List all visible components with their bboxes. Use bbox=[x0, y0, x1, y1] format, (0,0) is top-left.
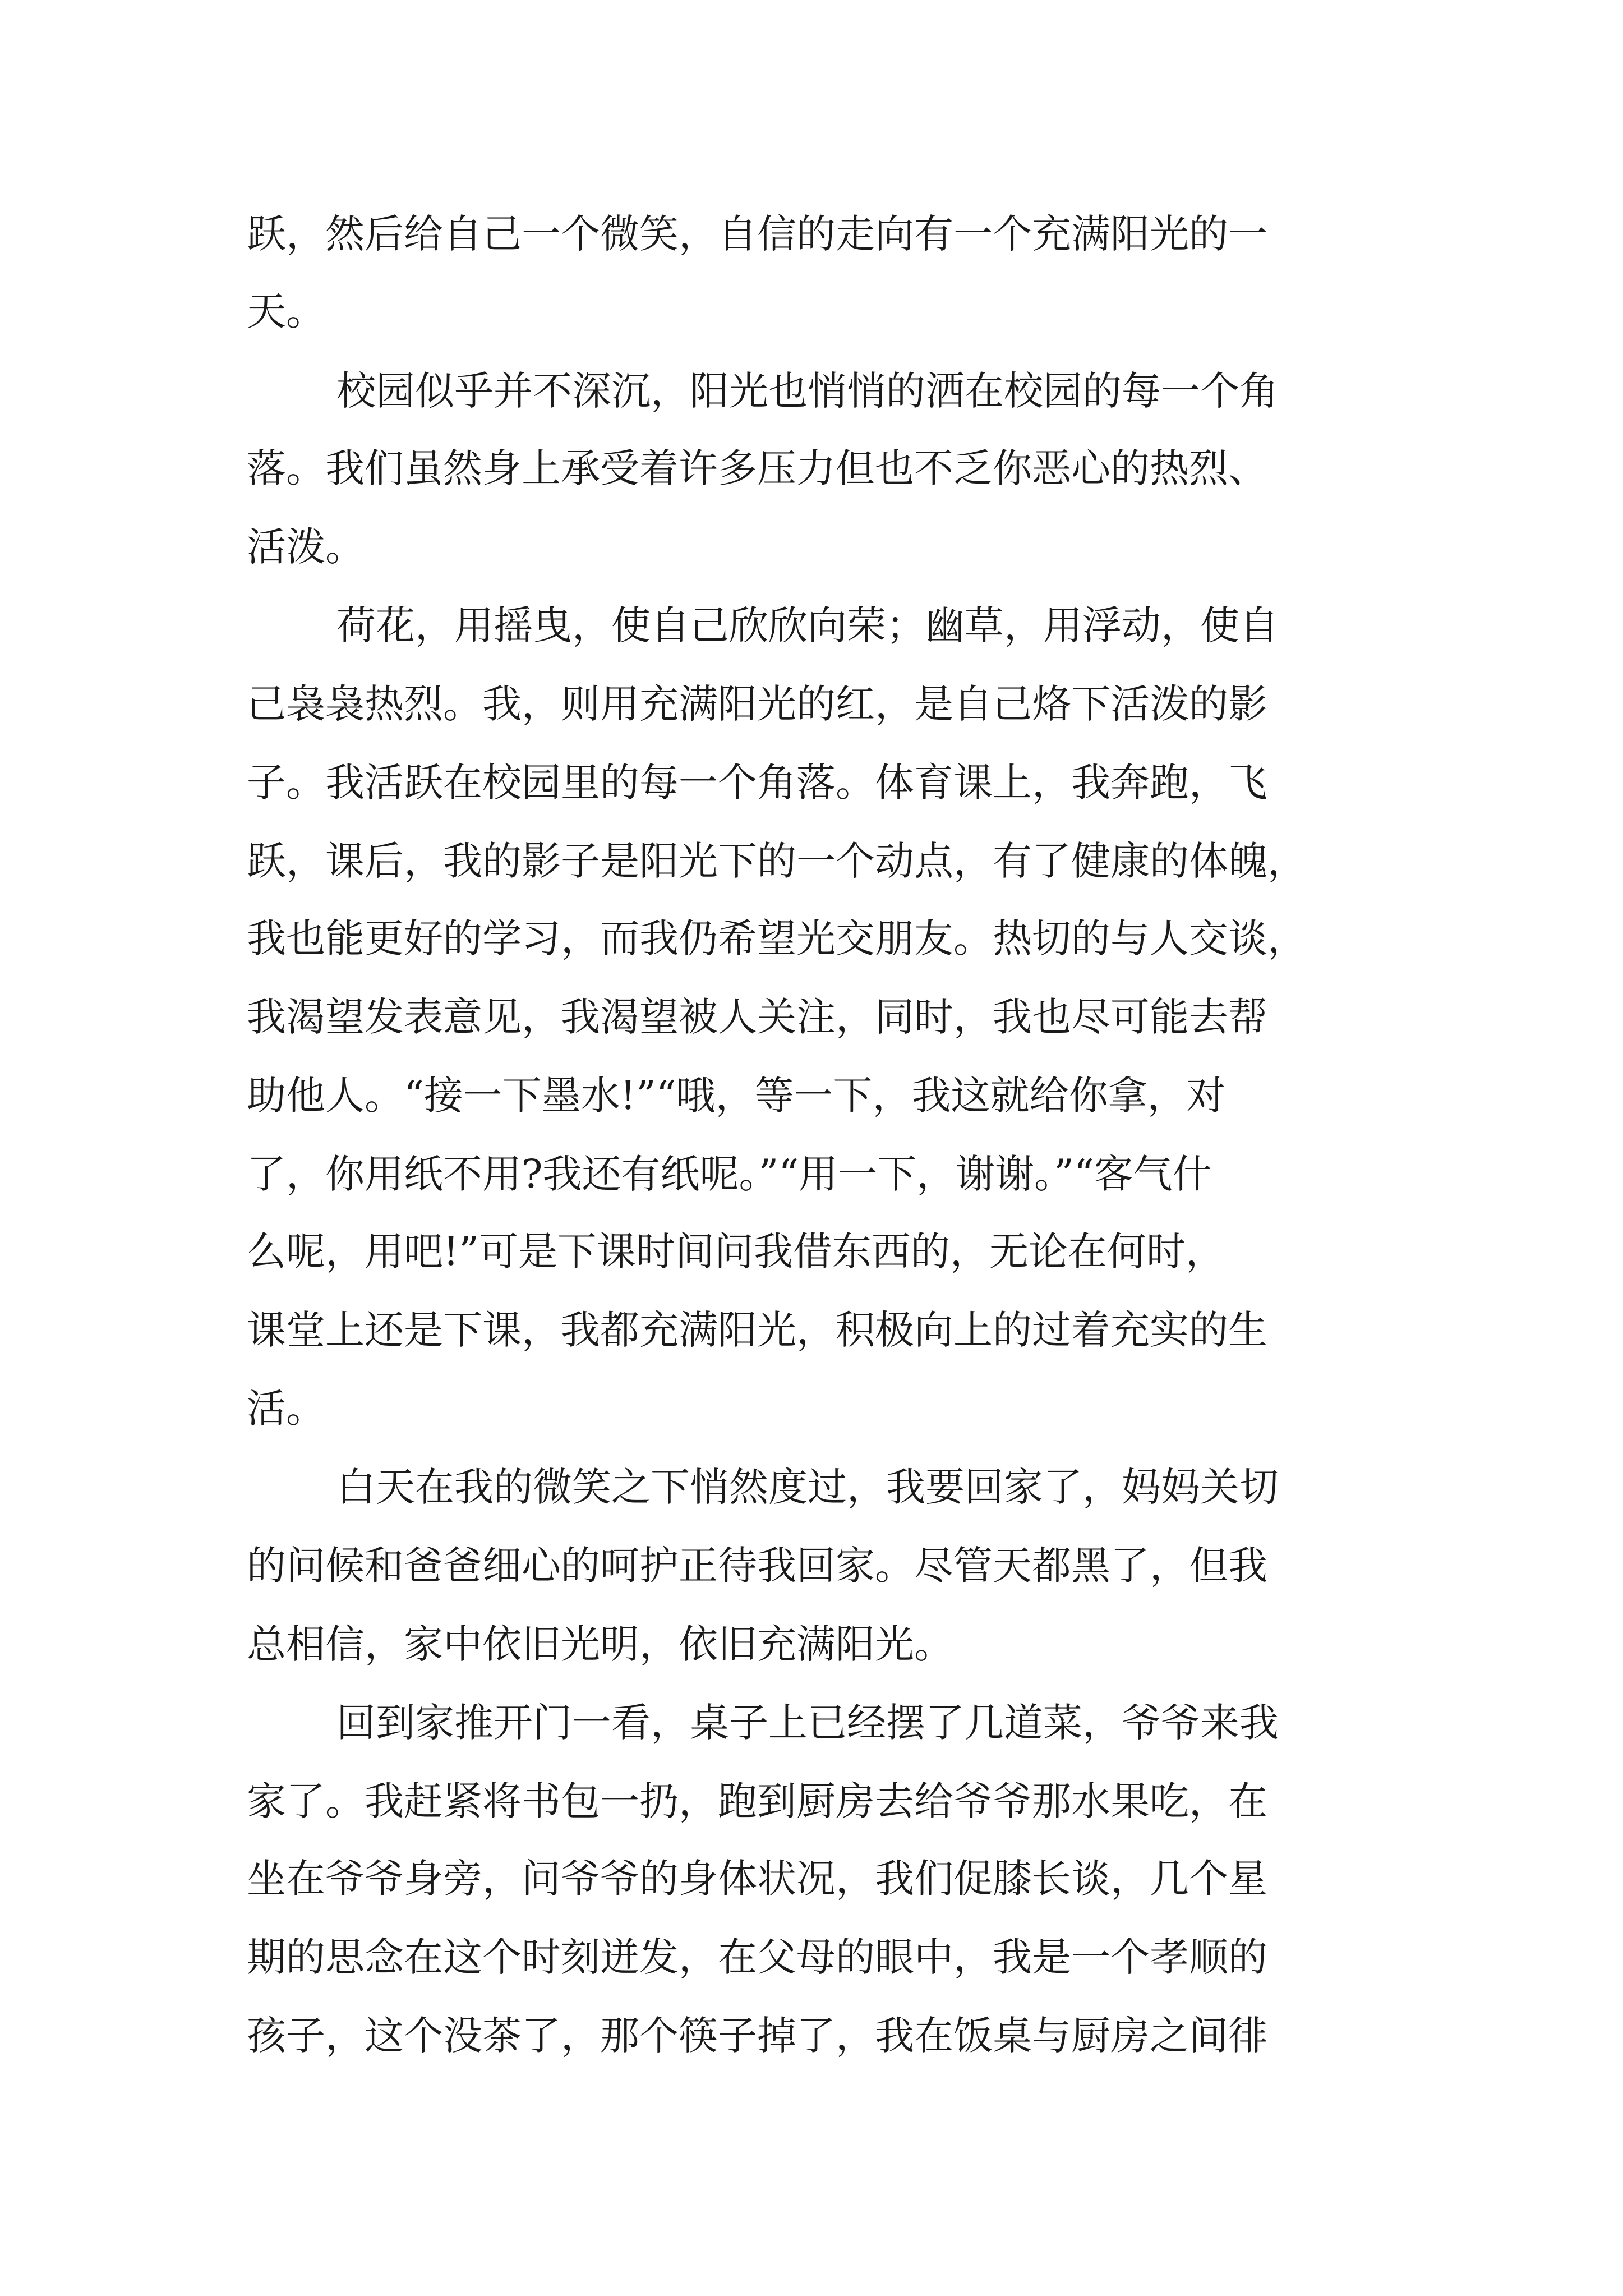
text-line: 子。我活跃在校园里的每一个角落。体育课上，我奔跑，飞 bbox=[247, 760, 1267, 806]
text-line: 天。 bbox=[247, 288, 325, 334]
paragraph-start-line: 校园似乎并不深沉，阳光也悄悄的洒在校园的每一个角 bbox=[336, 368, 1279, 414]
paragraph-start-line: 白天在我的微笑之下悄然度过，我要回家了，妈妈关切 bbox=[336, 1464, 1279, 1510]
text-line: 我也能更好的学习，而我仍希望光交朋友。热切的与人交谈， bbox=[247, 915, 1307, 961]
text-line: 活。 bbox=[247, 1386, 325, 1432]
text-line: 的问候和爸爸细心的呵护正待我回家。尽管天都黑了，但我 bbox=[247, 1543, 1267, 1589]
text-line: 己袅袅热烈。我，则用充满阳光的红，是自己烙下活泼的影 bbox=[247, 681, 1267, 727]
text-line: 坐在爷爷身旁，问爷爷的身体状况，我们促膝长谈，几个星 bbox=[247, 1856, 1267, 1902]
text-line: 跃，课后，我的影子是阳光下的一个动点，有了健康的体魄， bbox=[247, 838, 1307, 884]
text-line: 期的思念在这个时刻迸发，在父母的眼中，我是一个孝顺的 bbox=[247, 1934, 1267, 1980]
text-line: 了，你用纸不用?我还有纸呢。”“用一下，谢谢。”“客气什 bbox=[247, 1151, 1212, 1197]
text-line: 孩子，这个没茶了，那个筷子掉了，我在饭桌与厨房之间徘 bbox=[247, 2013, 1267, 2059]
text-line: 么呢，用吧!”可是下课时间问我借东西的，无论在何时， bbox=[247, 1228, 1225, 1274]
paragraph-start-line: 回到家推开门一看，桌子上已经摆了几道菜，爷爷来我 bbox=[336, 1700, 1279, 1746]
text-line: 家了。我赶紧将书包一扔，跑到厨房去给爷爷那水果吃，在 bbox=[247, 1778, 1267, 1824]
text-line: 跃，然后给自己一个微笑，自信的走向有一个充满阳光的一 bbox=[247, 211, 1267, 257]
text-line: 活泼。 bbox=[247, 524, 365, 570]
text-line: 助他人。“接一下墨水!”“哦，等一下，我这就给你拿，对 bbox=[247, 1073, 1226, 1119]
text-line: 课堂上还是下课，我都充满阳光，积极向上的过着充实的生 bbox=[247, 1307, 1267, 1353]
text-line: 落。我们虽然身上承受着许多压力但也不乏你恶心的热烈、 bbox=[247, 445, 1267, 491]
paragraph-start-line: 荷花，用摇曳，使自己欣欣向荣；幽草，用浮动，使自 bbox=[336, 602, 1279, 648]
text-line: 总相信，家中依旧光明，依旧充满阳光。 bbox=[247, 1621, 953, 1667]
text-line: 我渴望发表意见，我渴望被人关注，同时，我也尽可能去帮 bbox=[247, 994, 1267, 1040]
